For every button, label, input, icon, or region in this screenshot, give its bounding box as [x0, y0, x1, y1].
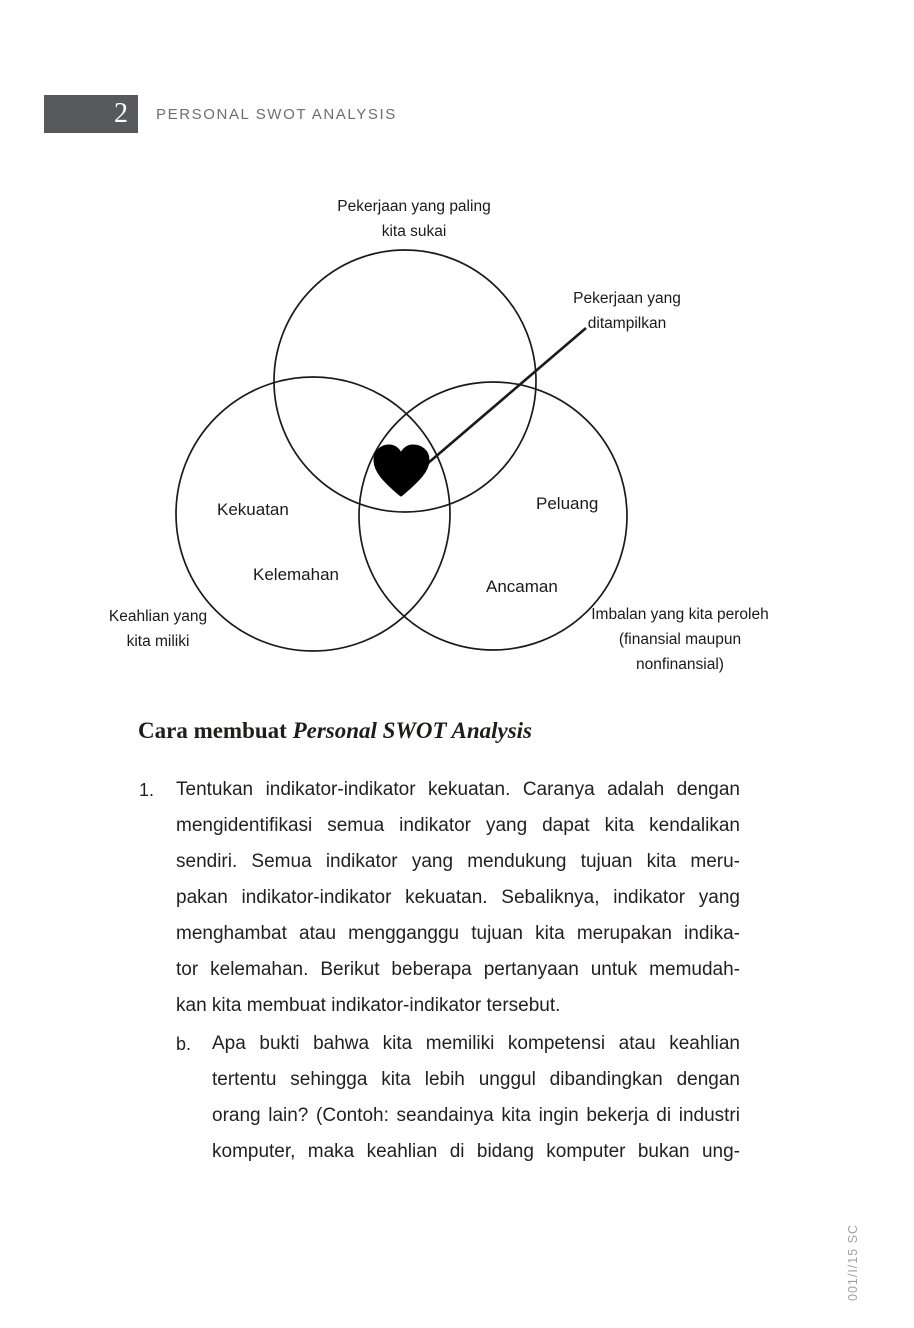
text-line: mengidentifikasi semua indikator yang dapat kita kendalikan [176, 815, 740, 836]
chapter-title: PERSONAL SWOT ANALYSIS [156, 106, 397, 123]
print-code: 001/I/15 SC [846, 1223, 860, 1301]
label-line: Imbalan yang kita peroleh [591, 606, 769, 623]
text-line: tor kelemahan. Berikut beberapa pertanyaan untuk memudah- [176, 959, 740, 980]
section-heading [138, 718, 532, 744]
label-pointer [542, 286, 712, 336]
label-top-circle [304, 194, 524, 244]
section-heading-roman: Cara membuat [138, 718, 293, 743]
pointer-line [427, 328, 586, 464]
label-line: Pekerjaan yang [573, 290, 681, 307]
swot-venn-diagram [100, 190, 820, 673]
list-marker-b: b. [176, 1034, 192, 1054]
text-line: menghambat atau mengganggu tujuan kita merupakan indika- [176, 923, 740, 944]
label-line: Keahlian yang [108, 608, 208, 625]
text-line: orang lain? (Contoh: seandainya kita ingin bekerja di industri [212, 1105, 740, 1126]
list-item-b [212, 1026, 740, 1170]
text-line: komputer, maka keahlian di bidang komputer bukan ung- [212, 1141, 740, 1162]
text-line: pakan indikator-indikator kekuatan. Sebaliknya, indikator yang [176, 887, 740, 908]
label-line: nonfinansial) [636, 656, 724, 673]
label-line: ditampilkan [587, 315, 667, 332]
chapter-number: 2 [114, 98, 128, 129]
list-marker-1: 1. [139, 780, 155, 800]
section-heading-italic: Personal SWOT Analysis [292, 718, 533, 743]
label-opportunities: Peluang [536, 494, 599, 513]
label-line: (finansial maupun [618, 631, 742, 648]
label-threats: Ancaman [486, 577, 558, 596]
label-line: Pekerjaan yang paling [337, 198, 491, 215]
text-line: tertentu sehingga kita lebih unggul dibandingkan dengan [212, 1069, 740, 1090]
label-line: kita sukai [381, 223, 447, 240]
text-line: Apa bukti bahwa kita memiliki kompetensi atau keahlian [212, 1033, 740, 1054]
text-line: kan kita membuat indikator-indikator tersebut. [176, 995, 561, 1016]
label-right-circle [560, 602, 800, 677]
text-line: sendiri. Semua indikator yang mendukung tujuan kita meru- [176, 851, 740, 872]
label-left-circle [58, 604, 258, 654]
heart-icon [375, 446, 428, 495]
text-line: Tentukan indikator-indikator kekuatan. Caranya adalah dengan [176, 779, 740, 800]
venn-diagram-canvas [100, 190, 820, 670]
label-weaknesses: Kelemahan [253, 565, 340, 584]
list-item-1 [176, 772, 740, 1024]
chapter-number-box [44, 95, 138, 133]
label-strengths: Kekuatan [217, 500, 289, 519]
label-line: kita miliki [126, 633, 190, 650]
